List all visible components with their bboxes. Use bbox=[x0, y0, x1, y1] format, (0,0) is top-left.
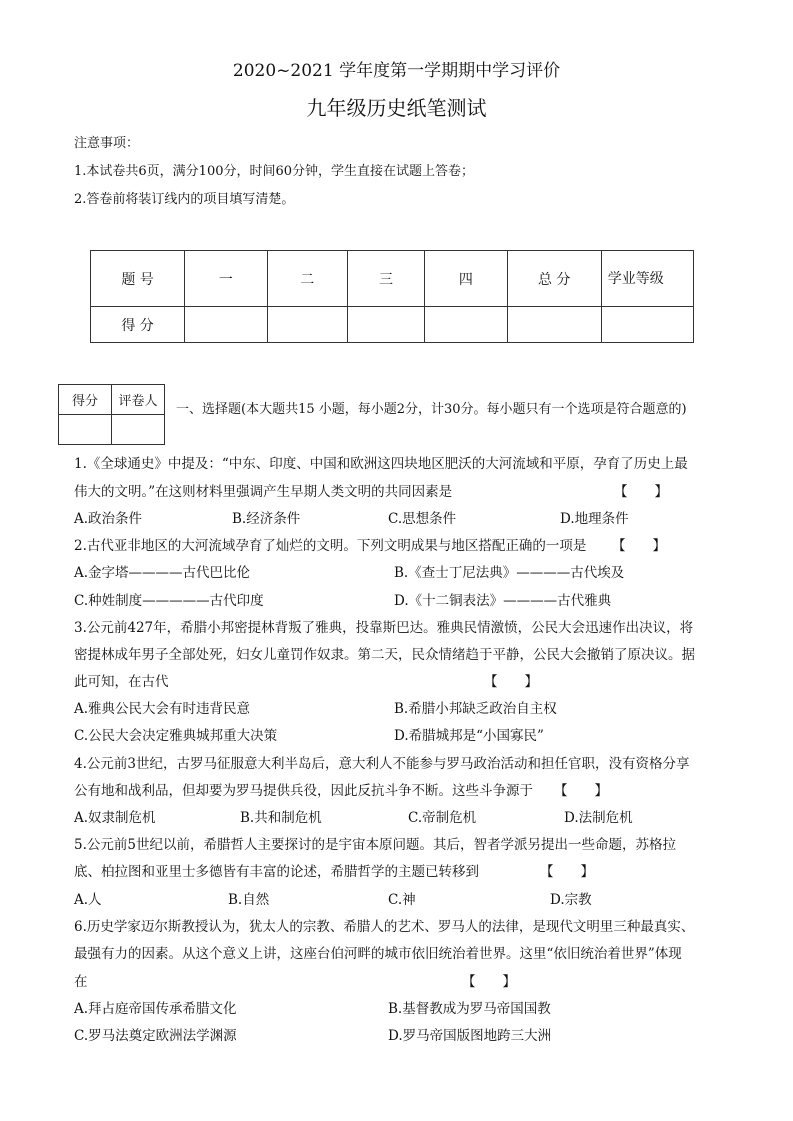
question-6-option-c: C.罗马法奠定欧洲法学渊源 bbox=[74, 1028, 237, 1044]
header-question-no: 题 号 bbox=[91, 251, 185, 307]
question-1-option-c: C.思想条件 bbox=[388, 511, 457, 527]
score-cell-part-2 bbox=[267, 307, 347, 343]
answer-bracket-5: 【 】 bbox=[540, 864, 594, 880]
question-5-option-c: C.神 bbox=[388, 892, 416, 908]
answer-bracket-2: 【 】 bbox=[612, 538, 666, 554]
header-part-4: 四 bbox=[425, 251, 507, 307]
answer-bracket-6: 【 】 bbox=[462, 974, 516, 990]
grader-box-score-label: 得分 bbox=[59, 385, 112, 415]
question-2-option-b: B.《查士丁尼法典》————古代埃及 bbox=[394, 565, 625, 581]
grader-box-grader-label: 评卷人 bbox=[112, 385, 165, 415]
question-3-option-c: C.公民大会决定雅典城邦重大决策 bbox=[74, 728, 278, 744]
question-1-option-a: A.政治条件 bbox=[74, 511, 143, 527]
header-total: 总 分 bbox=[507, 251, 601, 307]
question-6-option-d: D.罗马帝国版图地跨三大洲 bbox=[388, 1028, 552, 1044]
question-5-line-2: 底、柏拉图和亚里士多德皆有丰富的论述，希腊哲学的主题已转移到 bbox=[74, 864, 479, 880]
answer-bracket-1: 【 】 bbox=[614, 484, 668, 500]
question-3-line-1: 3.公元前427年，希腊小邦密提林背叛了雅典，投靠斯巴达。雅典民情激愤，公民大会迅速作出决议，将 bbox=[74, 620, 694, 636]
question-3-line-3: 此可知，在古代 bbox=[74, 674, 169, 690]
score-cell-grade bbox=[601, 307, 693, 343]
score-cell-total bbox=[507, 307, 601, 343]
question-5-option-b: B.自然 bbox=[228, 892, 270, 908]
score-cell-part-4 bbox=[425, 307, 507, 343]
score-table bbox=[90, 250, 694, 343]
header-grade-level: 学业等级 bbox=[601, 251, 693, 307]
question-5-option-a: A.人 bbox=[74, 892, 102, 908]
question-6-option-b: B.基督教成为罗马帝国国教 bbox=[388, 1001, 551, 1017]
notes-heading: 注意事项： bbox=[74, 136, 140, 151]
row-label-score: 得 分 bbox=[91, 307, 185, 343]
header-part-1: 一 bbox=[185, 251, 267, 307]
question-4-line-2: 公有地和战利品，但却要为罗马提供兵役，因此反抗斗争不断。这些斗争源于 bbox=[74, 783, 533, 799]
grader-box bbox=[58, 384, 165, 445]
header-part-2: 二 bbox=[267, 251, 347, 307]
question-1-line-2: 伟大的文明。”在这则材料里强调产生早期人类文明的共同因素是 bbox=[74, 484, 453, 500]
question-2-line-1: 2.古代亚非地区的大河流域孕育了灿烂的文明。下列文明成果与地区搭配正确的一项是 bbox=[74, 538, 587, 554]
score-cell-part-3 bbox=[347, 307, 424, 343]
question-1-line-1: 1.《全球通史》中提及：“中东、印度、中国和欧洲这四块地区肥沃的大河流域和平原，孕育了历史上最 bbox=[74, 456, 688, 472]
question-6-line-1: 6.历史学家迈尔斯教授认为，犹太人的宗教、希腊人的艺术、罗马人的法律，是现代文明里三种最真实、 bbox=[74, 919, 695, 935]
question-3-line-2: 密提林成年男子全部处死，妇女儿童罚作奴隶。第二天，民众情绪趋于平静，公民大会撤销了原决议。据 bbox=[74, 647, 695, 663]
question-4-option-b: B.共和制危机 bbox=[240, 810, 322, 826]
question-3-option-b: B.希腊小邦缺乏政治自主权 bbox=[394, 701, 557, 717]
header-part-3: 三 bbox=[347, 251, 424, 307]
question-1-option-b: B.经济条件 bbox=[232, 511, 301, 527]
question-4-option-d: D.法制危机 bbox=[564, 810, 633, 826]
question-3-option-d: D.希腊城邦是“小国寡民” bbox=[394, 728, 544, 744]
question-3-option-a: A.雅典公民大会有时违背民意 bbox=[74, 701, 251, 717]
note-item-2: 2.答卷前将装订线内的项目填写清楚。 bbox=[74, 192, 295, 207]
exam-term-title: 2020~2021 学年度第一学期期中学习评价 bbox=[232, 61, 561, 81]
score-table-header-row bbox=[91, 251, 694, 307]
question-4-line-1: 4.公元前3世纪，古罗马征服意大利半岛后，意大利人不能参与罗马政治活动和担任官职，没有资格分享 bbox=[74, 756, 690, 772]
question-6-line-2: 最强有力的因素。从这个意义上讲，这座台伯河畔的城市依旧统治着世界。这里“依旧统治着世界”体现 bbox=[74, 946, 682, 962]
score-cell-part-1 bbox=[185, 307, 267, 343]
question-5-line-1: 5.公元前5世纪以前，希腊哲人主要探讨的是宇宙本原问题。其后，智者学派另提出一些命题，苏格拉 bbox=[74, 837, 676, 853]
exam-subject-title: 九年级历史纸笔测试 bbox=[306, 96, 487, 120]
question-5-option-d: D.宗教 bbox=[550, 892, 592, 908]
answer-bracket-3: 【 】 bbox=[484, 674, 538, 690]
section-1-title: 一、选择题(本大题共15 小题，每小题2分，计30分。每小题只有一个选项是符合题意的) bbox=[176, 402, 687, 417]
question-1-option-d: D.地理条件 bbox=[560, 511, 629, 527]
question-2-option-d: D.《十二铜表法》————古代雅典 bbox=[394, 593, 612, 609]
question-6-option-a: A.拜占庭帝国传承希腊文化 bbox=[74, 1001, 237, 1017]
note-item-1: 1.本试卷共6页，满分100分，时间60分钟，学生直接在试题上答卷； bbox=[74, 164, 475, 179]
question-6-line-3: 在 bbox=[74, 974, 88, 990]
grader-box-grader-cell bbox=[112, 415, 165, 445]
score-table-score-row bbox=[91, 307, 694, 343]
answer-bracket-4: 【 】 bbox=[554, 783, 608, 799]
question-2-option-a: A.金字塔————古代巴比伦 bbox=[74, 565, 251, 581]
grader-box-score-cell bbox=[59, 415, 112, 445]
question-4-option-c: C.帝制危机 bbox=[408, 810, 477, 826]
question-4-option-a: A.奴隶制危机 bbox=[74, 810, 156, 826]
question-2-option-c: C.种姓制度—————古代印度 bbox=[74, 593, 264, 609]
